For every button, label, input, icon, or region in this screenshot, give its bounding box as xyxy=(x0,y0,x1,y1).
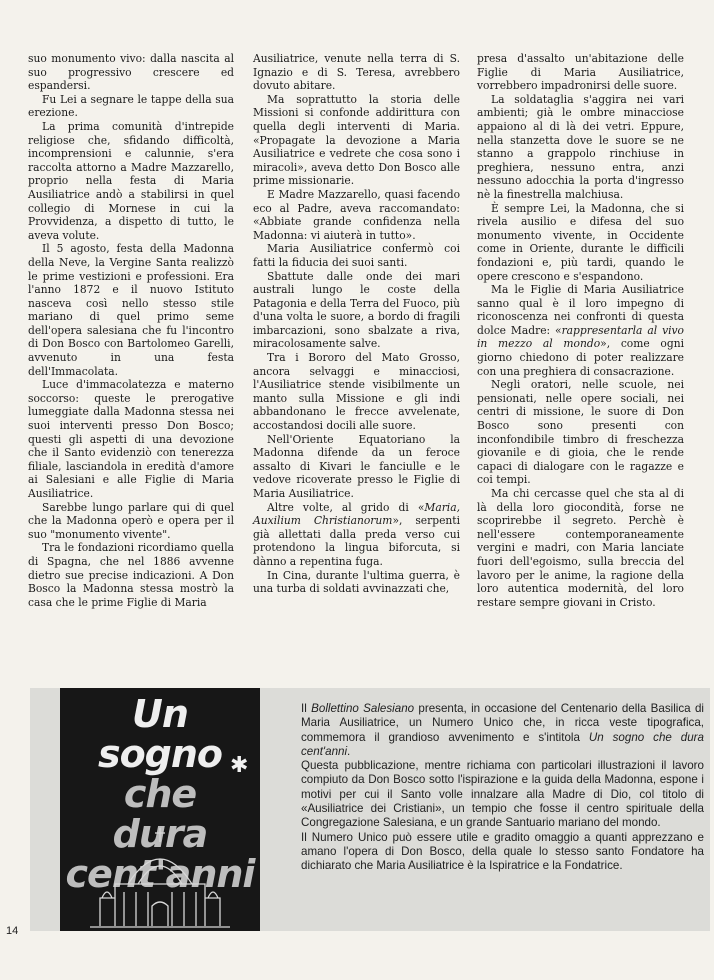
paragraph: Ausiliatrice, venute nella terra di S. Ignazio e di S. Teresa, avrebbero dovuto abitare. xyxy=(253,52,460,93)
text-run: », come ogni giorno chiedono di poter realizzare con una preghiera di consacrazione. xyxy=(477,337,684,378)
paragraph: Sbattute dalle onde dei mari australi lungo le coste della Patagonia e della Terra del Fuoco, più d'una volta le suore, a bordo di fragili imbarcazioni, sono sbalzate a riva, miracolosamente salve. xyxy=(253,269,460,351)
cover-title-line: Un sogno xyxy=(97,692,223,776)
paragraph: La soldataglia s'aggira nei vari ambienti; già le ombre minacciose appaiono al di là dei vetri. Eppure, nella stanzetta dove le suore se ne stanno a grappolo rinchiuse in preghiera, nessuno entra, anzi nessuno adocchia la porta d'ingresso nè la finestrella malchiusa. xyxy=(477,92,684,201)
book-cover-image xyxy=(60,688,260,931)
publication-ad-box xyxy=(30,688,710,931)
paragraph: presa d'assalto un'abitazione delle Figlie di Maria Ausiliatrice, vorrebbero impadronirsi delle suore. xyxy=(477,52,684,93)
paragraph: Ma soprattutto la storia delle Missioni si confonde addirittura con quella degli interventi di Maria. «Propagate la devozione a Maria Ausiliatrice e vedrete che cosa sono i miracoli», aveva detto Don Bosco alle prime missionarie. xyxy=(253,92,460,188)
text-run: Ma le Figlie di Maria Ausiliatrice sanno qual è il loro impegno di riconoscenza nei confronti di questa dolce Madre: « xyxy=(477,283,684,337)
page-number: 14 xyxy=(6,925,19,937)
paragraph: Tra i Bororo del Mato Grosso, ancora selvaggi e minacciosi, l'Ausiliatrice stende visibilmente un manto sulla Missione e gli indi abbandonano le frecce avvelenate, accostandosi docili alle suore. xyxy=(253,351,460,433)
ad-paragraph: Il Numero Unico può essere utile e gradito omaggio a quanti apprezzano e amano l'opera di Don Bosco, della quale lo stesso santo Fondatore ha dichiarato che Maria Ausiliatrice è la Ispiratrice e la Fondatrice. xyxy=(301,830,704,873)
article-column-2 xyxy=(253,52,460,596)
article-column-1 xyxy=(28,52,234,609)
paragraph: Ma chi cercasse quel che sta al di là della loro giocondità, forse ne scoprirebbe il segreto. Perchè è nell'essere contemporaneamente vergini e madri, con Maria lanciate fuori dell'egoismo, sulla breccia del lavoro per le anime, la ragione della loro autentica modernità, del loro restare sempre giovani in Cristo. xyxy=(477,487,684,609)
ad-paragraph xyxy=(301,702,704,759)
paragraph: Nell'Oriente Equatoriano la Madonna difende da un feroce assalto di Kivari le fanciulle e le vedove ricoverate presso le Figlie di Maria Ausiliatrice. xyxy=(253,432,460,500)
text-run: », serpenti già allettati dalla preda verso cui protendono la lingua biforcuta, si dànno a repentina fuga. xyxy=(253,514,461,568)
italic-text: Bollettino Salesiano xyxy=(311,702,415,715)
italic-text: Maria, Auxilium Christianorum xyxy=(253,500,460,528)
ad-paragraph: Questa pubblicazione, mentre richiama con particolari illustrazioni il lavoro compiuto da Don Bosco sotto l'ispirazione e la guida della Madonna, espone i motivi per cui il Santo volle innalzare alla Madre di Dio, col titolo di «Ausiliatrice dei Cristiani», un tempio che fosse il centro spirituale della Congregazione Salesiana, e un grande Santuario mariano del mondo. xyxy=(301,759,704,830)
text-run: presenta, in occasione del Centenario della Basilica di Maria Ausiliatrice, un Numero Unico che, in ricca veste tipografica, commemora il grandioso avvenimento e s'intitola xyxy=(301,702,704,744)
basilica-illustration xyxy=(60,806,260,931)
italic-text: rappresentarla al vivo in mezzo al mondo xyxy=(477,323,684,351)
text-run: Altre volte, al grido di « xyxy=(267,500,425,514)
paragraph: Fu Lei a segnare le tappe della sua erezione. xyxy=(28,92,234,120)
article-column-3 xyxy=(477,52,684,609)
paragraph: La prima comunità d'intrepide religiose che, sfidando difficoltà, incomprensioni e calunnie, s'era raccolta attorno a Madre Mazzarello, proprio nella festa di Maria Ausiliatrice andò a stabilirsi in quel collegio di Mornese in cui la Provvidenza, a dispetto di tutto, le aveva volute. xyxy=(28,119,234,242)
paragraph: È sempre Lei, la Madonna, che si rivela ausilio e difesa del suo monumento vivente, in Occidente come in Oriente, durante le difficili fondazioni e, più tardi, quando le opere crescono e s'espandono. xyxy=(477,201,684,283)
paragraph: Tra le fondazioni ricordiamo quella di Spagna, che nel 1886 avvenne dietro sue precise indicazioni. A Don Bosco la Madonna stessa mostrò la casa che le prime Figlie di Maria xyxy=(28,541,234,609)
cover-title-line: cent'anni xyxy=(65,852,255,896)
paragraph: suo monumento vivo: dalla nascita al suo progressivo crescere ed espandersi. xyxy=(28,52,234,93)
paragraph: Luce d'immacolatezza e materno soccorso: queste le prerogative lumeggiate dalla Madonna stessa nei suoi interventi presso Don Bosco; questi gli aspetti di una devozione che il Santo evidenziò con tenerezza filiale, lasciandola in eredità d'amore ai Salesiani e alle Figlie di Maria Ausiliatrice. xyxy=(28,378,234,500)
star-icon: ✱ xyxy=(230,753,249,778)
paragraph: Sarebbe lungo parlare qui di quel che la Madonna operò e opera per il suo "monumento vivente". xyxy=(28,500,234,541)
text-run: . xyxy=(347,744,351,758)
paragraph xyxy=(477,283,684,378)
text-run: Il xyxy=(301,702,312,715)
paragraph: Maria Ausiliatrice confermò coi fatti la fiducia dei suoi santi. xyxy=(253,242,460,269)
paragraph: Negli oratori, nelle scuole, nei pensionati, nelle opere sociali, nei centri di missione, le suore di Don Bosco sono presenti con inconfondibile timbro di freschezza giovanile e di gioia, che le rende capaci di dialogare con le ragazze e coi tempi. xyxy=(477,378,684,487)
cover-title-line: che xyxy=(123,772,197,816)
paragraph: In Cina, durante l'ultima guerra, è una turba di soldati avvinazzati che, xyxy=(253,568,460,596)
paragraph: E Madre Mazzarello, quasi facendo eco al Padre, aveva raccomandato: «Abbiate grande confidenza nella Madonna: vi aiuterà in tutto». xyxy=(253,187,460,242)
cover-title-line: dura xyxy=(112,812,208,856)
paragraph xyxy=(253,501,460,569)
paragraph: Il 5 agosto, festa della Madonna della Neve, la Vergine Santa realizzò le prime vestizioni e professioni. Era l'anno 1872 e il nuovo Istituto nasceva così nello stesso stile mariano di quel primo seme dell'opera salesiana che fu l'incontro di Don Bosco con Bartolomeo Garelli, avvenuto in una festa dell'Immacolata. xyxy=(28,242,234,378)
ad-text xyxy=(301,702,704,874)
italic-text: Un sogno che dura cent'anni xyxy=(301,730,704,758)
